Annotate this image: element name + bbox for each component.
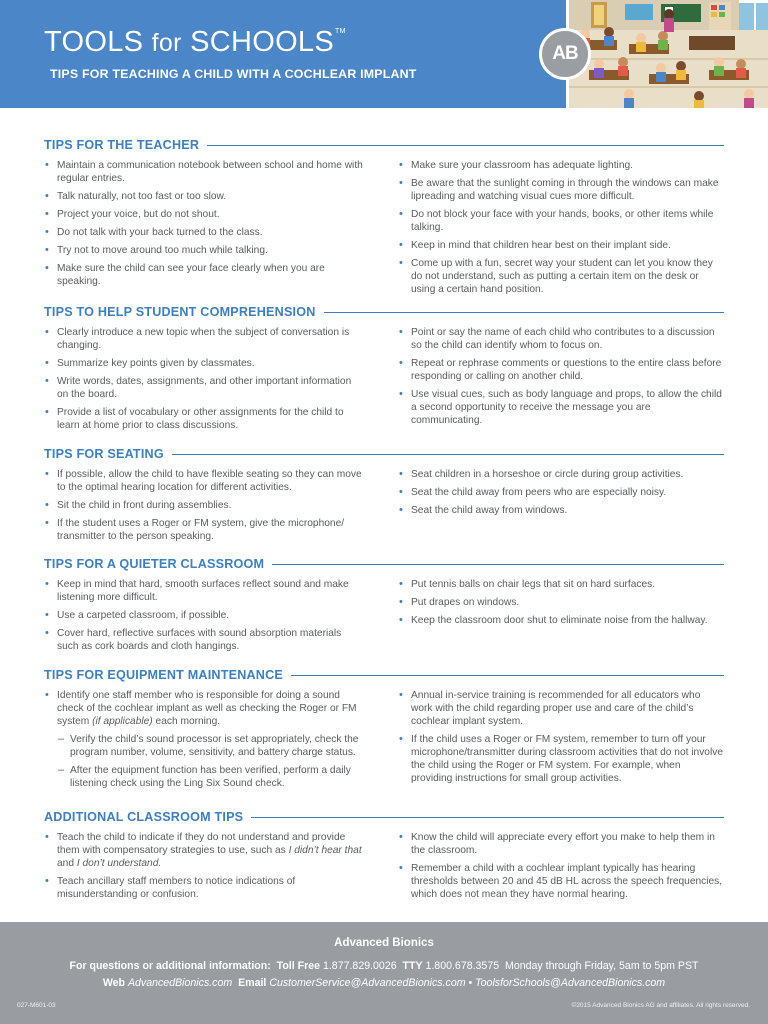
section-quieter <box>44 556 724 652</box>
sub-list-item: – Verify the child’s sound processor is set appropriately, check the program number, volume, sensitivity, and battery charge status. <box>44 733 364 759</box>
list-item: • If possible, allow the child to have flexible seating so they can move to the optimal hearing location for different activities. <box>44 468 364 494</box>
list-item: • Talk naturally, not too fast or too slow. <box>44 190 364 203</box>
list-item: • Keep in mind that children hear best on their implant side. <box>398 239 724 252</box>
tollfree-number[interactable]: 1.877.829.0026 <box>322 960 397 972</box>
section-header <box>44 137 724 153</box>
list-item: • Do not block your face with your hands, books, or other items while talking. <box>398 208 724 234</box>
tips-list-left <box>44 578 364 658</box>
list-item: • Teach ancillary staff members to notice indications of misunderstanding or confusion. <box>44 875 364 901</box>
section-header <box>44 667 724 683</box>
tips-list-right <box>398 831 724 906</box>
section-title: TIPS TO HELP STUDENT COMPREHENSION <box>44 304 324 320</box>
section-title: TIPS FOR THE TEACHER <box>44 137 207 153</box>
page-title <box>44 26 346 59</box>
item-text: Teach the child to indicate if they do not understand and provide them with compensatory strategies to use, such as <box>57 832 346 856</box>
list-item: • Project your voice, but do not shout. <box>44 208 364 221</box>
section-equipment <box>44 667 724 789</box>
logo-text: AB <box>552 43 578 64</box>
section-header <box>44 809 724 825</box>
tty-number[interactable]: 1.800.678.3575 <box>425 960 500 972</box>
list-item: • Summarize key points given by classmates. <box>44 357 364 370</box>
list-item: • Seat children in a horseshoe or circle during group activities. <box>398 468 724 481</box>
title-schools: SCHOOLS <box>190 26 334 58</box>
page-subtitle: TIPS FOR TEACHING A CHILD WITH A COCHLEAR IMPLANT <box>50 67 417 81</box>
list-item: • Keep in mind that hard, smooth surfaces reflect sound and make listening more difficult. <box>44 578 364 604</box>
section-header <box>44 556 724 572</box>
list-item: • Annual in-service training is recommended for all educators who work with the child regarding proper use and care of the child’s cochlear implant system. <box>398 689 724 728</box>
support-hours: Monday through Friday, 5am to 5pm PST <box>505 960 699 972</box>
list-item: • Make sure the child can see your face clearly when you are speaking. <box>44 262 364 288</box>
footer-web-line <box>0 977 768 989</box>
list-item: • Provide a list of vocabulary or other assignments for the child to learn at home prior to class discussions. <box>44 406 364 432</box>
list-item: • Cover hard, reflective surfaces with sound absorption materials such as cork boards and cloth hangings. <box>44 627 364 653</box>
classroom-illustration <box>566 0 768 108</box>
title-tools: TOOLS <box>44 26 144 58</box>
copyright: ©2015 Advanced Bionics AG and affiliates. All rights reserved. <box>571 1002 750 1009</box>
title-for: for <box>151 29 182 57</box>
tollfree-label: Toll Free <box>276 960 321 972</box>
list-item: • Repeat or rephrase comments or questions to the entire class before responding or calling on another child. <box>398 357 724 383</box>
section-header <box>44 304 724 320</box>
list-item: • Seat the child away from windows. <box>398 504 724 517</box>
list-item <box>44 689 364 728</box>
tips-list-left <box>44 468 364 548</box>
list-item: • Put drapes on windows. <box>398 596 724 609</box>
list-item: • Write words, dates, assignments, and other important information on the board. <box>44 375 364 401</box>
tips-list-left <box>44 326 364 437</box>
tips-list-right <box>398 689 724 790</box>
section-comprehension <box>44 304 724 431</box>
list-item: • Keep the classroom door shut to eliminate noise from the hallway. <box>398 614 724 627</box>
item-text-italic: (if applicable) <box>92 716 153 727</box>
section-title: TIPS FOR SEATING <box>44 446 172 462</box>
section-header <box>44 446 724 462</box>
section-seating <box>44 446 724 542</box>
separator: • <box>468 977 473 989</box>
email-label: Email <box>238 977 267 989</box>
section-title: ADDITIONAL CLASSROOM TIPS <box>44 809 251 825</box>
item-text: Identify one staff member who is responsible for doing a sound check of the cochlear implant as well as checking the Roger or FM system <box>57 690 357 727</box>
list-item: • Sit the child in front during assemblies. <box>44 499 364 512</box>
section-teacher <box>44 137 724 295</box>
item-text-italic: I don’t understand. <box>76 858 162 869</box>
website-link[interactable]: AdvancedBionics.com <box>127 977 233 989</box>
list-item: • Know the child will appreciate every effort you make to help them in the classroom. <box>398 831 724 857</box>
tips-list-right <box>398 159 724 301</box>
tips-list-right <box>398 578 724 632</box>
header-banner <box>0 0 768 108</box>
footer <box>0 922 768 1024</box>
list-item: • Point or say the name of each child who contributes to a discussion so the child can identify whom to focus on. <box>398 326 724 352</box>
tools-for-schools-email-link[interactable]: ToolsforSchools@AdvancedBionics.com <box>475 977 666 989</box>
list-item <box>44 831 364 870</box>
tips-list-left <box>44 831 364 906</box>
web-label: Web <box>102 977 126 989</box>
list-item: • Maintain a communication notebook between school and home with regular entries. <box>44 159 364 185</box>
list-item: • Make sure your classroom has adequate lighting. <box>398 159 724 172</box>
list-item: • Use a carpeted classroom, if possible. <box>44 609 364 622</box>
tips-list-right <box>398 326 724 432</box>
section-title: TIPS FOR A QUIETER CLASSROOM <box>44 556 272 572</box>
questions-label: For questions or additional information: <box>69 960 271 972</box>
item-text: and <box>57 858 77 869</box>
list-item: • If the child uses a Roger or FM system, remember to turn off your microphone/transmitter during classroom activities that do not involve the child using the Roger or FM system. For example, when providing instructions for small group activities. <box>398 733 724 785</box>
tips-list-left <box>44 159 364 293</box>
list-item: • If the student uses a Roger or FM system, give the microphone/ transmitter to the person speaking. <box>44 517 364 543</box>
list-item: • Be aware that the sunlight coming in through the windows can make lipreading and watching visual cues more difficult. <box>398 177 724 203</box>
document-code: 027-M601-03 <box>17 1002 56 1009</box>
sub-list-item: – After the equipment function has been verified, perform a daily listening check using the Ling Six Sound check. <box>44 764 364 790</box>
footer-company: Advanced Bionics <box>334 937 434 949</box>
list-item: • Do not talk with your back turned to the class. <box>44 226 364 239</box>
tips-list-right <box>398 468 724 522</box>
trademark-mark: TM <box>335 28 346 35</box>
list-item: • Try not to move around too much while talking. <box>44 244 364 257</box>
footer-contact-line <box>0 960 768 972</box>
item-text-italic: I didn’t hear that <box>288 845 362 856</box>
section-title: TIPS FOR EQUIPMENT MAINTENANCE <box>44 667 291 683</box>
section-additional <box>44 809 724 900</box>
list-item: • Clearly introduce a new topic when the subject of conversation is changing. <box>44 326 364 352</box>
list-item: • Use visual cues, such as body language and props, to allow the child a second opportunity to receive the message you are communicating. <box>398 388 724 427</box>
ab-logo <box>539 28 591 80</box>
tty-label: TTY <box>402 960 423 972</box>
item-text: each morning. <box>152 716 221 727</box>
list-item: • Remember a child with a cochlear implant typically has hearing thresholds between 20 and 45 dB HL across the speech frequencies, which does not mean they have normal hearing. <box>398 862 724 901</box>
list-item: • Put tennis balls on chair legs that sit on hard surfaces. <box>398 578 724 591</box>
list-item: • Come up with a fun, secret way your student can let you know they do not understand, such as putting a certain item on the desk or using a certain hand position. <box>398 257 724 296</box>
list-item: • Seat the child away from peers who are especially noisy. <box>398 486 724 499</box>
tips-list-left <box>44 689 364 795</box>
customer-service-email-link[interactable]: CustomerService@AdvancedBionics.com <box>269 977 466 989</box>
